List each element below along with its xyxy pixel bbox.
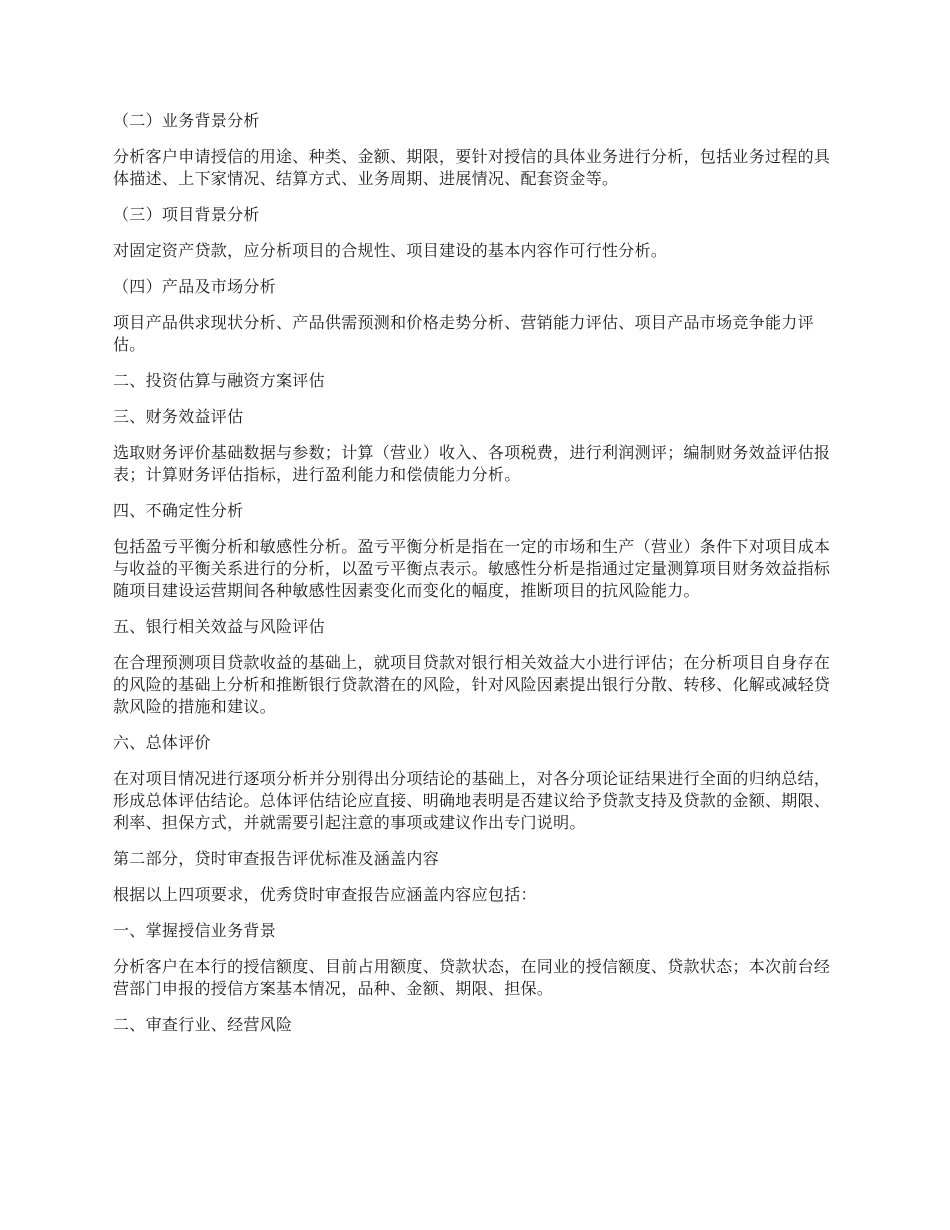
- section-heading: （二）业务背景分析: [113, 111, 260, 130]
- section-heading: 五、银行相关效益与风险评估: [113, 617, 325, 636]
- body-paragraph: 分析客户在本行的授信额度、目前占用额度、贷款状态，在同业的授信额度、贷款状态；本次前台经营部门申报的授信方案基本情况，品种、金额、期限、担保。: [113, 957, 831, 998]
- section-heading: 四、不确定性分析: [113, 501, 244, 520]
- intro-sentence: 根据以上四项要求，优秀贷时审查报告应涵盖内容应包括：: [113, 885, 537, 904]
- body-paragraph: 在合理预测项目贷款收益的基础上，就项目贷款对银行相关效益大小进行评估；在分析项目自身存在的风险的基础上分析和推断银行贷款潜在的风险，针对风险因素提出银行分散、转移、化解或减轻贷款风险的措施和建议。: [113, 653, 831, 716]
- body-paragraph: 包括盈亏平衡分析和敏感性分析。盈亏平衡分析是指在一定的市场和生产（营业）条件下对项目成本与收益的平衡关系进行的分析，以盈亏平衡点表示。敏感性分析是指通过定量测算项目财务效益指标随项目建设运营期间各种敏感性因素变化而变化的幅度，推断项目的抗风险能力。: [113, 537, 831, 600]
- section-heading: （三）项目背景分析: [113, 205, 260, 224]
- section-heading: 一、掌握授信业务背景: [113, 921, 277, 940]
- body-paragraph: 项目产品供求现状分析、产品供需预测和价格走势分析、营销能力评估、项目产品市场竞争能力评估。: [113, 313, 814, 354]
- body-paragraph: 在对项目情况进行逐项分析并分别得出分项结论的基础上，对各分项论证结果进行全面的归纳总结，形成总体评估结论。总体评估结论应直接、明确地表明是否建议给予贷款支持及贷款的金额、期限、利率、担保方式，并就需要引起注意的事项或建议作出专门说明。: [113, 769, 831, 832]
- part-heading: 第二部分，贷时审查报告评优标准及涵盖内容: [113, 849, 440, 868]
- body-paragraph: 分析客户申请授信的用途、种类、金额、期限，要针对授信的具体业务进行分析，包括业务过程的具体描述、上下家情况、结算方式、业务周期、进展情况、配套资金等。: [113, 147, 831, 188]
- section-heading: 二、审查行业、经营风险: [113, 1015, 293, 1034]
- section-heading: （四）产品及市场分析: [113, 277, 277, 296]
- section-heading: 三、财务效益评估: [113, 407, 244, 426]
- section-heading: 六、总体评价: [113, 733, 211, 752]
- body-paragraph: 对固定资产贷款，应分析项目的合规性、项目建设的基本内容作可行性分析。: [113, 241, 668, 260]
- body-paragraph: 选取财务评价基础数据与参数；计算（营业）收入、各项税费，进行利润测评；编制财务效益评估报表；计算财务评估指标，进行盈利能力和偿债能力分析。: [113, 443, 831, 484]
- section-heading: 二、投资估算与融资方案评估: [113, 371, 325, 390]
